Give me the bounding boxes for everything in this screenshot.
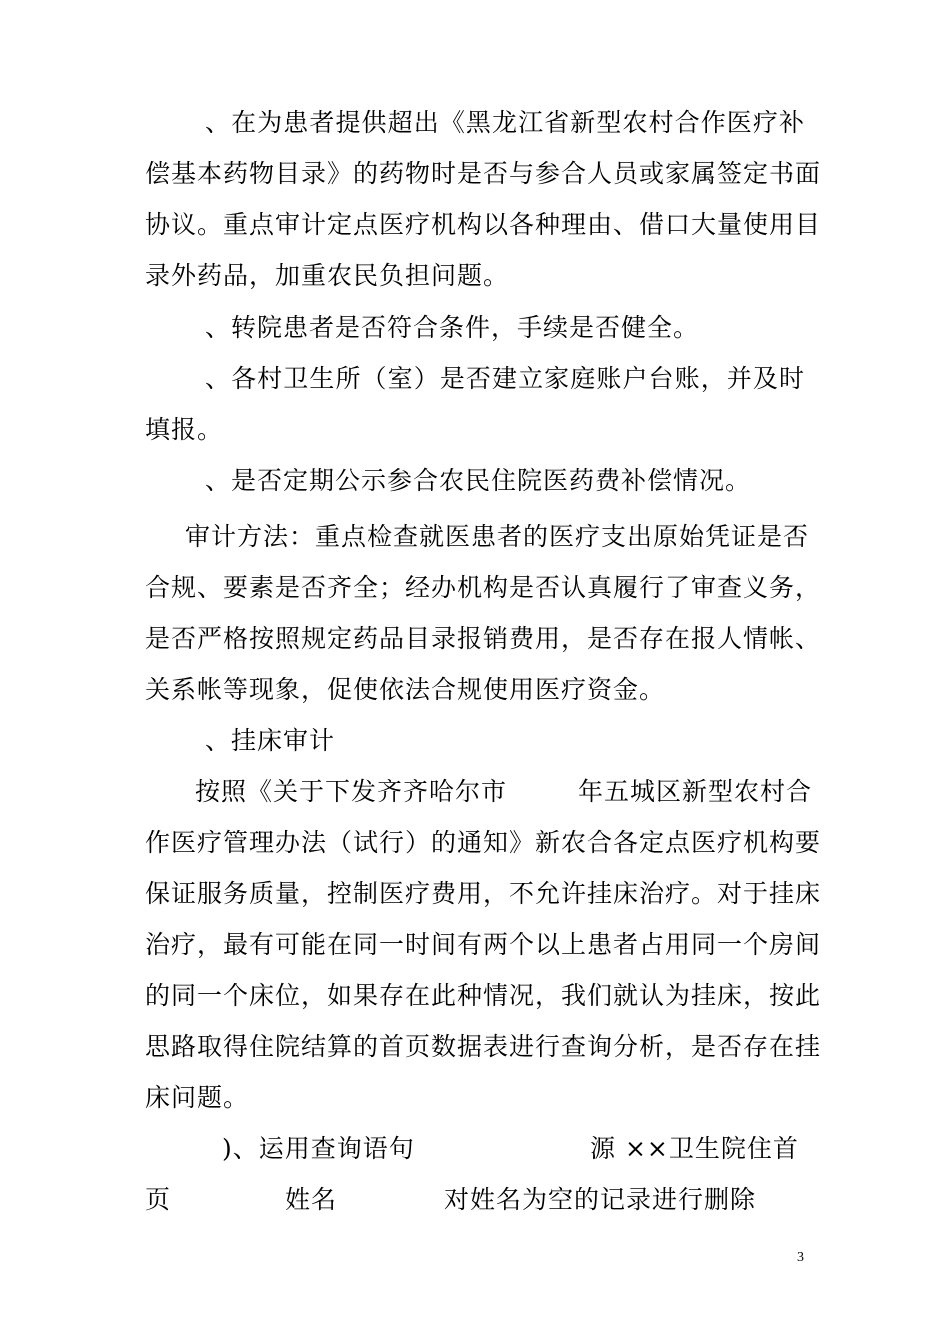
page-number: 3 xyxy=(797,1250,804,1265)
paragraph-line: 床问题。 xyxy=(145,1083,250,1112)
paragraph-line: 页 xyxy=(145,1185,172,1214)
paragraph-line: 年五城区新型农村合 xyxy=(578,777,813,806)
paragraph-line: 合规、要素是否齐全；经办机构是否认真履行了审查义务， xyxy=(145,573,822,602)
paragraph-line: 、是否定期公示参合农民住院医药费补偿情况。 xyxy=(205,466,752,495)
paragraph-line: 审计方法：重点检查就医患者的医疗支出原始凭证是否 xyxy=(185,522,810,551)
paragraph-line: 、各村卫生所（室）是否建立家庭账户台账，并及时 xyxy=(205,364,805,393)
paragraph-line: 作医疗管理办法（试行）的通知》新农合各定点医疗机构要 xyxy=(145,828,822,857)
paragraph-line: 关系帐等现象，促使依法合规使用医疗资金。 xyxy=(145,675,666,704)
paragraph-line: 的同一个床位，如果存在此种情况，我们就认为挂床，按此 xyxy=(145,981,822,1010)
paragraph-line: 对姓名为空的记录进行删除 xyxy=(444,1185,757,1214)
paragraph-line: 治疗，最有可能在同一时间有两个以上患者占用同一个房间 xyxy=(145,930,822,959)
paragraph-line: 保证服务质量，控制医疗费用，不允许挂床治疗。对于挂床 xyxy=(145,879,822,908)
paragraph-line: 姓名 xyxy=(285,1185,338,1214)
paragraph-line: 、转院患者是否符合条件，手续是否健全。 xyxy=(205,313,700,342)
paragraph-line: 录外药品，加重农民负担问题。 xyxy=(145,261,510,290)
paragraph-line: 是否严格按照规定药品目录报销费用，是否存在报人情帐、 xyxy=(145,624,822,653)
paragraph-line: )、运用查询语句 xyxy=(222,1134,415,1163)
paragraph-line: 、在为患者提供超出《黑龙江省新型农村合作医疗补 xyxy=(205,108,805,137)
paragraph-line: 协议。重点审计定点医疗机构以各种理由、借口大量使用目 xyxy=(145,210,822,239)
paragraph-line: 填报。 xyxy=(145,415,224,444)
paragraph-line: 思路取得住院结算的首页数据表进行查询分析，是否存在挂 xyxy=(145,1032,822,1061)
paragraph-line: 按照《关于下发齐齐哈尔市 xyxy=(195,777,508,806)
paragraph-line: 偿基本药物目录》的药物时是否与参合人员或家属签定书面 xyxy=(145,159,822,188)
paragraph-line: 源 ××卫生院住首 xyxy=(590,1134,799,1163)
section-heading: 、挂床审计 xyxy=(205,726,336,755)
